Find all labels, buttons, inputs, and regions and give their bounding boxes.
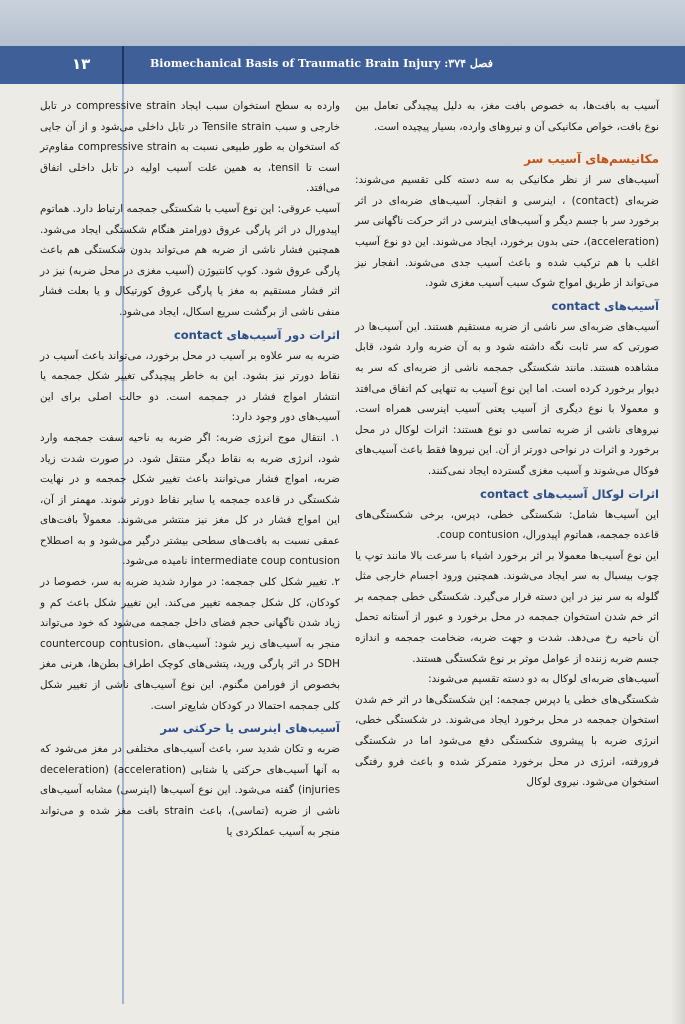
right-text-column [355, 96, 659, 793]
section-heading: مکانیسم‌های آسیب سر [524, 152, 659, 167]
paragraph: ضربه و تکان شدید سر، باعث آسیب‌های مختلفی در مغز می‌شود که به آنها آسیب‌های حرکتی یا شتابی (acceleration) (deceleration injuries) گفته می‌شود. این نوع آسیب‌ها (اینرسی) مشابه آسیب‌های ناشی از ضربه (تماسی)، باعث strain بافت مغز شده و می‌تواند منجر به آسیب عملکردی یا [40, 743, 340, 838]
paragraph: آسیب‌های ضربه‌ای سر ناشی از ضربه مستقیم هستند. این آسیب‌ها در صورتی که سر ثابت نگه داشته شود و به آن ضربه وارد شود، قابل مشاهده هستند. مانند شکستگی جمجمه ناشی از ضربه‌ای که سر به دیوار برخورد کرده است. اما این نوع آسیب به تنهایی کم اتفاق می‌افتد و معمولا با نوع دیگری از آسیب یعنی آسیب اینرسی همراه است. نیروهای ناشی از ضربه تماسی دو نوع هستند: اثرات لوکال در محل برخورد و اثرات در نواحی دورتر از آن. این نیروها فقط باعث آسیب‌های فوکال می‌شوند و آسیب مغزی گسترده ایجاد نمی‌کنند. [355, 320, 659, 477]
paragraph: ۱. انتقال موج انرژی ضربه: اگر ضربه به ناحیه سفت جمجمه وارد شود، انرژی ضربه به نقاط دیگر منتقل شود. در صورت شدت زیاد ضربه، امواج فشار می‌توانند باعث تغییر شکل جمجمه و در نهایت شکستگی در قاعده جمجمه یا سایر نقاط دورتر شوند. مهمتر از آن، این امواج فشار در کل مغز نیز منتشر می‌شوند. معمولاً بافت‌های عمقی نسبت به بافت‌های سطحی بیشتر درگیر می‌شود و به اصطلاح intermediate coup contusion نامیده می‌شود. [40, 431, 340, 568]
section-heading: آسیب‌های contact [551, 298, 659, 313]
section-heading: اثرات لوکال آسیب‌های contact [480, 486, 659, 501]
paragraph: آسیب‌های سر از نظر مکانیکی به سه دسته کلی تقسیم می‌شوند: ضربه‌ای (contact) ، اینرسی و انفجار. آسیب‌های ضربه‌ای در اثر برخورد سر با جسم دیگر و آسیب‌های اینرسی در اثر حرکت ناگهانی سر (acceleration)، حتی بدون برخورد، ایجاد می‌شوند. این دو نوع آسیب اغلب با هم ترکیب شده و باعث آسیب جدی می‌شوند. انفجار نیز می‌تواند از طریق امواج شوک سبب آسیب مغزی شود. [355, 174, 659, 290]
chapter-header-bar [0, 46, 685, 84]
header-divider [122, 46, 124, 84]
paragraph: ضربه به سر علاوه بر آسیب در محل برخورد، می‌تواند باعث آسیب در نقاط دورتر نیز بشود. این به خاطر پیچیدگی تغییر شکل جمجمه یا انتشار امواج فشار در جمجمه است. دو حالت اصلی برای این آسیب‌های دور وجود دارد: [40, 349, 340, 424]
page-curl-shadow [671, 84, 685, 1024]
paragraph: این آسیب‌ها شامل: شکستگی خطی، دپرس، برخی شکستگی‌های قاعده جمجمه، هماتوم اپیدورال، coup contusion. [355, 508, 659, 542]
paragraph: شکستگی‌های خطی یا دپرس جمجمه: این شکستگی‌ها در اثر خم شدن استخوان جمجمه در محل برخورد ایجاد می‌شوند. در شکستگی خطی، انرژی ضربه با پیشروی شکستگی دفع می‌شود اما در شکستگی فرورفته، انرژی در محل برخورد متمرکز شده و باعث فرو رفتگی استخوان می‌شود. نیروی لوکال [355, 693, 659, 789]
page-top-margin [0, 0, 685, 46]
paragraph: آسیب‌های ضربه‌ای لوکال به دو دسته تقسیم می‌شوند: [428, 673, 659, 686]
section-heading: اثرات دور آسیب‌های contact [173, 327, 340, 342]
paragraph: آسیب عروقی: این نوع آسیب با شکستگی جمجمه ارتباط دارد. هماتوم اپیدورال در اثر پارگی عروق دورامتر هنگام شکستگی ایجاد می‌شود. همچنین فشار ناشی از ضربه هم می‌تواند بدون شکستگی هم باعث پارگی عروق شود. کوپ کانتیوژن (آسیب مغزی در محل ضربه) نیز در اثر فشار مستقیم به مغز یا پارگی عروق کورتیکال و یا بعلت فشار منفی ناشی از برگشت سریع اسکال، ایجاد می‌شود. [40, 202, 340, 318]
page-number: ۱۳ [72, 55, 91, 73]
paragraph: وارده به سطح استخوان سبب ایجاد compressive strain در تابل خارجی و سبب Tensile strain در تابل داخلی می‌شود و از آن جایی که استخوان به طور طبیعی نسبت به compressive strain مقاوم‌تر است تا tensil، به همین علت آسیب اولیه در تابل داخلی اتفاق می‌افتد. [40, 100, 340, 195]
paragraph: ۲. تغییر شکل کلی جمجمه: در موارد شدید ضربه به سر، خصوصا در کودکان، کل شکل جمجمه تغییر می‌کند. این تغییر شکل باعث کم و زیاد شدن ناگهانی حجم فضای داخل جمجمه می‌شود که خود می‌تواند منجر به آسیب‌های زیر شود: آسیب‌های countercoup contusion، SDH در اثر پارگی ورید، پتشی‌های کوچک اطراف بطن‌ها، هرنی مغز بخصوص از فورامن مگنوم. این نوع آسیب‌های ناشی از تغییر شکل کلی جمجمه احتمالا در کودکان شایع‌تر است. [40, 576, 341, 712]
section-heading: آسیب‌های اینرسی یا حرکتی سر [160, 721, 340, 736]
paragraph: این نوع آسیب‌ها معمولا بر اثر برخورد اشیاء با سرعت بالا مانند توپ یا چوب بیسبال به سر ایجاد می‌شوند. همچنین ورود اجسام خارجی مثل گلوله به سر نیز در این دسته قرار می‌گیرد. شکستگی خطی جمجمه بر اثر خم شدن استخوان جمجمه در محل برخورد و عبور از آستانه تحمل آن ناحیه رخ می‌دهد. شدت و جهت ضربه، ضخامت جمجمه و اندازه جسم ضربه زننده از عوامل موثر بر نوع شکستگی هستند. [355, 549, 659, 665]
running-head: Biomechanical Basis of Traumatic Brain Injury :۳۷۴ فصل [150, 57, 493, 70]
left-text-column [40, 96, 340, 842]
paragraph: آسیب به بافت‌ها، به خصوص بافت مغز، به دلیل پیچیدگی تعامل بین نوع بافت، خواص مکانیکی آن و نیروهای وارده، بسیار پیچیده است. [355, 100, 659, 133]
